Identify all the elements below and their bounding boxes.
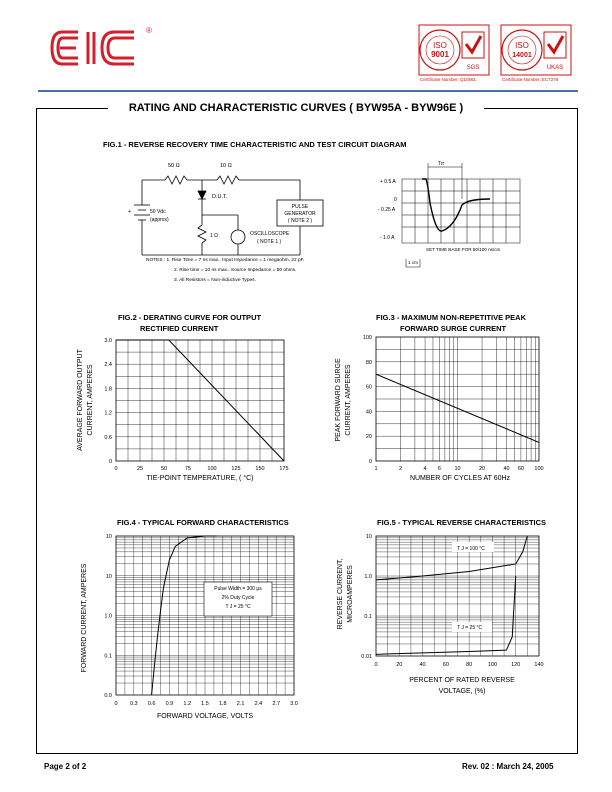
fig3-title-line1: FIG.3 - MAXIMUM NON-REPETITIVE PEAK xyxy=(376,313,527,322)
pulse-gen-line2: GENERATOR xyxy=(284,211,316,217)
vdc-line1: 50 Vdc xyxy=(150,209,166,215)
fig4-ytick: 0.1 xyxy=(104,653,112,660)
cm-label: 1 cm xyxy=(408,260,418,265)
fig5-xtick: 120 xyxy=(511,662,521,668)
fig4-xtick: 2.7 xyxy=(272,701,281,707)
cert2-ukas: UKAS xyxy=(546,65,564,71)
fig2-ytick: 2.4 xyxy=(104,362,112,369)
fig2-title-line2: RECTIFIED CURRENT xyxy=(140,324,219,333)
fig4-xtick: 0.9 xyxy=(165,701,174,707)
fig5-xlabel-2: VOLTAGE, (%) xyxy=(438,688,486,695)
cert2-std: 14001 xyxy=(512,52,532,59)
fig4-xtick: 1.8 xyxy=(218,701,227,707)
fig3-xtick: 6 xyxy=(437,466,441,472)
vdc-line2: (approx) xyxy=(150,217,169,223)
fig1-waveform xyxy=(370,155,530,270)
cert1-std: 9001 xyxy=(431,50,449,59)
fig4-xlabel: FORWARD VOLTAGE, VOLTS xyxy=(156,713,254,720)
fig3-xlabel: NUMBER OF CYCLES AT 60Hz xyxy=(409,475,511,482)
fig3-ylabel-1: PEAK FORWARD SURGE xyxy=(335,358,342,442)
cert1-iso: ISO xyxy=(433,41,447,50)
pulse-gen-line3: ( NOTE 2 ) xyxy=(287,218,313,224)
fig2-chart xyxy=(70,330,300,490)
fig3-ytick: 0 xyxy=(368,459,372,465)
fig2-ylabel-1: AVERAGE FORWARD OUTPUT xyxy=(77,349,84,451)
fig3-ytick: 100 xyxy=(362,335,372,341)
fig4-ytick: 0.0 xyxy=(104,693,112,699)
fig2-xlabel: TIE-POINT TEMPERATURE, ( °C) xyxy=(146,475,254,482)
fig5-xtick: 140 xyxy=(534,662,544,668)
fig2-ytick: 0 xyxy=(108,459,112,465)
fig5-label-hot: T J = 100 °C xyxy=(457,546,485,552)
fig4-legend-1: Pulse Width = 300 μs xyxy=(214,586,262,592)
registered-mark: ® xyxy=(146,26,152,35)
cert2-caption: Certificate Number: EC7276 xyxy=(502,77,559,82)
fig5-xtick: 20 xyxy=(396,662,403,668)
fig2-xtick: 50 xyxy=(160,466,168,472)
wave-tick-neg1: - 1.0 A xyxy=(380,235,395,241)
dut-label: D.U.T. xyxy=(212,194,228,200)
iso9001-cert-badge xyxy=(418,24,490,82)
fig4-ytick: 1.0 xyxy=(104,613,112,620)
fig5-label-cold: T J = 25 °C xyxy=(457,625,483,631)
fig4-legend-2: 2% Duty Cycle xyxy=(221,595,255,601)
note-2: 2. Rise time = 10 ns max.. Source Impedance = 50 ohms. xyxy=(174,268,297,273)
fig5-xtick: 100 xyxy=(487,662,498,668)
fig3-xtick: 1 xyxy=(374,466,378,472)
note-3: 3. All Resistors = Non-inductive Types. xyxy=(174,278,256,283)
fig4-xtick: 0.6 xyxy=(147,701,156,707)
fig5-ytick: 1.0 xyxy=(364,574,372,580)
cert2-iso: ISO xyxy=(515,41,529,50)
fig4-xtick: 2.1 xyxy=(236,701,245,707)
fig3-xtick: 2 xyxy=(399,466,403,472)
footer-page: Page 2 of 2 xyxy=(44,762,87,771)
fig4-chart xyxy=(70,528,310,750)
eic-logo xyxy=(48,24,158,72)
note-1: NOTES : 1. Rise Time = 7 ns max.. Input Impedance = 1 megaohm, 22 pF. xyxy=(146,258,305,263)
osc-line2: ( NOTE 1 ) xyxy=(257,239,282,245)
fig3-xtick: 100 xyxy=(534,466,544,472)
fig3-ytick: 80 xyxy=(365,359,372,366)
fig2-ytick: 1.8 xyxy=(104,386,112,393)
fig3-xtick: 4 xyxy=(423,466,427,472)
fig5-title: FIG.5 - TYPICAL REVERSE CHARACTERISTICS xyxy=(377,518,547,527)
r3-label: 1 Ω xyxy=(210,233,218,239)
fig2-ytick: 0.6 xyxy=(104,434,112,441)
fig5-ytick: 0.01 xyxy=(361,654,372,660)
wave-tick-zero: 0 xyxy=(394,197,397,203)
fig5-ylabel-1: REVERSE CURRENT, xyxy=(337,558,344,630)
fig5-xtick: 80 xyxy=(466,662,473,668)
osc-line1: OSCILLOSCOPE xyxy=(250,231,290,237)
fig2-xtick: 75 xyxy=(184,466,192,472)
fig5-xtick: 0 xyxy=(374,662,378,668)
fig3-ytick: 60 xyxy=(365,384,372,391)
trr-label: Trr xyxy=(438,161,445,167)
fig4-xtick: 0 xyxy=(114,701,118,707)
r2-label: 10 Ω xyxy=(220,163,232,169)
fig4-legend-3: T J = 25 °C xyxy=(225,604,251,610)
fig2-ytick: 1.2 xyxy=(104,410,112,417)
fig3-title-line2: FORWARD SURGE CURRENT xyxy=(400,324,507,333)
footer-revision: Rev. 02 : March 24, 2005 xyxy=(462,762,554,771)
page-title: RATING AND CHARACTERISTIC CURVES ( BYW95A - BYW96E ) xyxy=(128,102,464,114)
fig2-ytick: 3.0 xyxy=(104,338,112,344)
fig5-xlabel-1: PERCENT OF RATED REVERSE xyxy=(409,677,515,684)
fig3-xtick: 40 xyxy=(503,466,510,472)
fig4-title: FIG.4 - TYPICAL FORWARD CHARACTERISTICS xyxy=(117,518,289,527)
fig5-chart xyxy=(330,528,560,678)
fig3-xtick: 10 xyxy=(454,466,461,472)
fig5-xtick: 60 xyxy=(442,662,449,668)
fig2-title-line1: FIG.2 - DERATING CURVE FOR OUTPUT xyxy=(118,313,262,322)
fig4-ylabel: FORWARD CURRENT, AMPERES xyxy=(81,563,88,673)
fig5-ytick: 0.1 xyxy=(364,614,372,620)
fig2-xtick: 25 xyxy=(136,466,144,472)
fig2-xtick: 175 xyxy=(279,466,289,472)
cert1-caption: Certificate Number: Q10561 xyxy=(420,77,477,82)
fig5-curve-100c xyxy=(376,536,527,580)
cert1-sgs: SGS xyxy=(466,65,480,71)
fig2-xtick: 100 xyxy=(207,466,217,472)
fig1-title: FIG.1 - REVERSE RECOVERY TIME CHARACTERISTIC AND TEST CIRCUIT DIAGRAM xyxy=(103,140,407,149)
r1-label: 50 Ω xyxy=(168,163,180,169)
fig4-xtick: 0.3 xyxy=(129,701,138,707)
wave-tick-pos: + 0.5 A xyxy=(380,179,396,185)
plus-sign: + xyxy=(128,209,132,215)
fig2-ylabel-2: CURRENT, AMPERES xyxy=(87,364,94,436)
fig2-xtick: 0 xyxy=(114,466,118,472)
fig1-test-circuit xyxy=(120,155,360,285)
fig3-chart xyxy=(330,330,560,490)
fig2-xtick: 150 xyxy=(255,466,265,472)
fig5-ylabel-2: MICROAMPERES xyxy=(347,565,354,623)
fig4-xtick: 1.5 xyxy=(201,701,209,707)
fig5-ytick: 10 xyxy=(365,534,372,540)
fig3-ytick: 20 xyxy=(365,434,372,441)
fig3-xtick: 60 xyxy=(517,466,524,472)
pulse-gen-line1: PULSE xyxy=(291,204,309,210)
fig4-xtick: 2.4 xyxy=(254,701,263,707)
header-divider xyxy=(38,90,578,92)
fig3-xtick: 20 xyxy=(478,466,486,472)
fig4-xtick: 1.2 xyxy=(183,701,192,707)
fig3-ytick: 40 xyxy=(365,409,372,416)
iso14001-cert-badge xyxy=(500,24,572,82)
fig4-ytick: 10 xyxy=(105,573,112,580)
fig4-xtick: 3.0 xyxy=(290,701,298,707)
fig2-xtick: 125 xyxy=(231,466,241,472)
time-base-note: SET TIME BASE FOR 50/100 ns/cm xyxy=(426,247,501,252)
fig3-ylabel-2: CURRENT, AMPERES xyxy=(345,364,352,436)
fig4-ytick: 10 xyxy=(105,534,112,540)
fig5-xtick: 40 xyxy=(419,662,426,668)
wave-tick-neg025: - 0.25 A xyxy=(378,207,396,213)
